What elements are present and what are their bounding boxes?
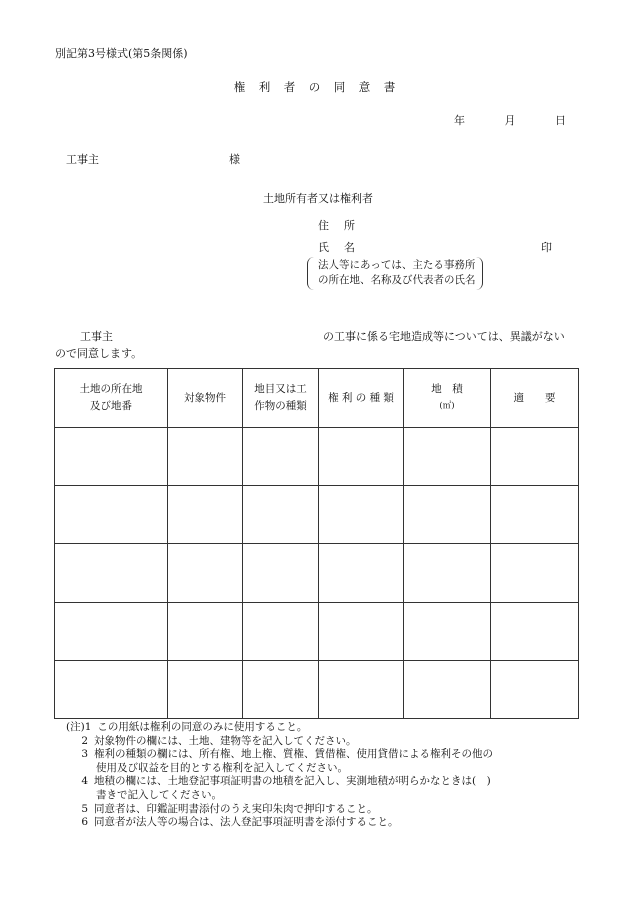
cell-land-category[interactable] xyxy=(243,486,319,544)
cell-right-type[interactable] xyxy=(319,602,404,660)
cell-target-property[interactable] xyxy=(168,602,243,660)
table-row xyxy=(55,428,579,486)
consenter-name-label: 氏 名 xyxy=(318,241,357,254)
cell-target-property[interactable] xyxy=(168,660,243,718)
cell-remarks[interactable] xyxy=(491,428,579,486)
cell-remarks[interactable] xyxy=(491,544,579,602)
cell-right-type[interactable] xyxy=(319,486,404,544)
cell-land-category[interactable] xyxy=(243,428,319,486)
header-remarks: 適 要 xyxy=(491,369,579,428)
addressee-honorific: 様 xyxy=(229,153,240,166)
corporate-note-line1: 法人等にあっては、主たる事務所 xyxy=(318,259,476,271)
cell-land-category[interactable] xyxy=(243,602,319,660)
corporate-note xyxy=(307,257,483,290)
note-text-continued: 使用及び収益を目的とする権利を記入してください。 xyxy=(96,761,348,774)
note-number: 3 xyxy=(81,748,88,761)
date-row xyxy=(454,114,566,127)
cell-right-type[interactable] xyxy=(319,660,404,718)
cell-right-type[interactable] xyxy=(319,428,404,486)
date-day: 日 xyxy=(555,114,566,127)
cell-land-category[interactable] xyxy=(243,660,319,718)
cell-area[interactable] xyxy=(404,428,491,486)
statement-builder: 工事主 xyxy=(80,330,113,343)
cell-area[interactable] xyxy=(404,602,491,660)
cell-location[interactable] xyxy=(55,544,168,602)
table-header-row xyxy=(55,369,579,428)
note-item xyxy=(66,748,493,775)
note-number: 6 xyxy=(81,816,88,829)
note-text: この用紙は権利の同意のみに使用すること。 xyxy=(97,721,308,733)
cell-location[interactable] xyxy=(55,602,168,660)
table-row xyxy=(55,486,579,544)
seal-mark: 印 xyxy=(541,241,552,254)
cell-location[interactable] xyxy=(55,486,168,544)
cell-right-type[interactable] xyxy=(319,544,404,602)
cell-remarks[interactable] xyxy=(491,486,579,544)
cell-area[interactable] xyxy=(404,544,491,602)
cell-location[interactable] xyxy=(55,660,168,718)
cell-area[interactable] xyxy=(404,660,491,718)
form-label: 別記第3号様式(第5条関係) xyxy=(55,47,188,60)
cell-target-property[interactable] xyxy=(168,428,243,486)
note-number: 2 xyxy=(81,734,88,747)
header-target-property: 対象物件 xyxy=(168,369,243,428)
cell-land-category[interactable] xyxy=(243,544,319,602)
note-text: 同意者は、印鑑証明書添付のうえ実印朱肉で押印すること。 xyxy=(94,802,378,815)
note-item xyxy=(66,803,493,817)
table-row xyxy=(55,660,579,718)
rights-table xyxy=(54,368,579,719)
cell-area[interactable] xyxy=(404,486,491,544)
note-item xyxy=(66,735,493,749)
document-title: 権 利 者 の 同 意 書 xyxy=(233,80,397,94)
note-item xyxy=(66,775,493,802)
corporate-note-line2: の所在地、名称及び代表者の氏名 xyxy=(318,274,476,286)
consenter-heading: 土地所有者又は権利者 xyxy=(263,192,373,205)
notes-section xyxy=(66,721,493,830)
statement-body: の工事に係る宅地造成等については、異議がない xyxy=(323,330,565,343)
note-item xyxy=(66,816,493,830)
note-text: 地積の欄には、土地登記事項証明書の地積を記入し、実測地積が明らかなときは( ) xyxy=(94,775,491,788)
header-land-category: 地目又は工 作物の種類 xyxy=(243,369,319,428)
date-month: 月 xyxy=(504,114,516,127)
note-text: 権利の種類の欄には、所有権、地上権、質権、賃借権、使用貸借による権利その他の xyxy=(94,748,493,761)
table-row xyxy=(55,602,579,660)
cell-location[interactable] xyxy=(55,428,168,486)
consenter-address-label: 住 所 xyxy=(318,219,357,232)
note-text-continued: 書きで記入してください。 xyxy=(96,788,222,801)
note-item xyxy=(66,721,493,735)
date-year: 年 xyxy=(454,114,465,127)
cell-remarks[interactable] xyxy=(491,602,579,660)
note-text: 同意者が法人等の場合は、法人登記事項証明書を添付すること。 xyxy=(94,816,399,829)
note-number: 4 xyxy=(81,775,88,788)
cell-target-property[interactable] xyxy=(168,486,243,544)
header-location: 土地の所在地 及び地番 xyxy=(55,369,168,428)
note-text: 対象物件の欄には、土地、建物等を記入してください。 xyxy=(94,734,357,747)
table-row xyxy=(55,544,579,602)
note-number: (注)1 xyxy=(66,721,92,733)
cell-remarks[interactable] xyxy=(491,660,579,718)
header-area: 地 積 (㎡) xyxy=(404,369,491,428)
header-right-type: 権 利 の 種 類 xyxy=(319,369,404,428)
cell-target-property[interactable] xyxy=(168,544,243,602)
statement-end: ので同意します。 xyxy=(55,347,143,360)
addressee-builder-label: 工事主 xyxy=(66,153,99,166)
note-number: 5 xyxy=(81,802,88,815)
